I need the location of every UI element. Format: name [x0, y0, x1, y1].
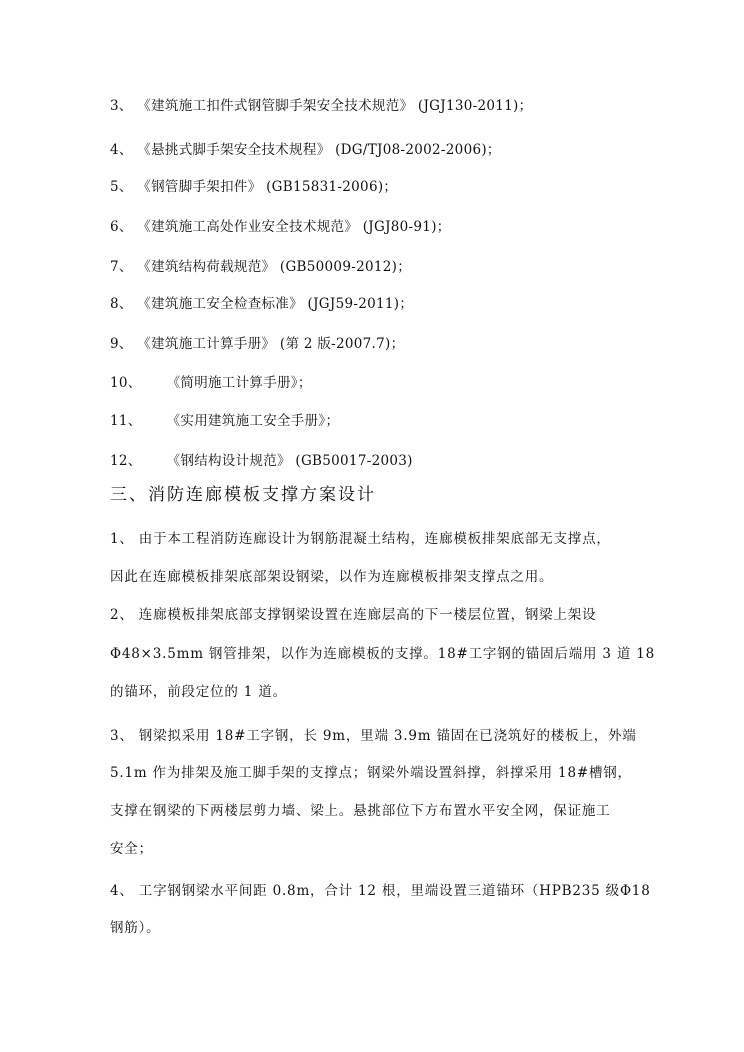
paragraph-line: 钢筋）。 — [110, 920, 161, 936]
reference-item-11 — [110, 412, 339, 430]
paragraph-line: 2、 连廊模板排架底部支撑钢梁设置在连廊层高的下一楼层位置，钢梁上架设 — [110, 607, 597, 623]
reference-title: 《简明施工计算手册》 — [166, 375, 298, 391]
reference-number: 8、 — [110, 296, 133, 312]
reference-title: 《建筑施工扣件式钢管脚手架安全技术规范》 — [137, 98, 414, 114]
paragraph-line: 1、 由于本工程消防连廊设计为钢筋混凝土结构，连廊模板排架底部无支撑点， — [110, 531, 611, 547]
reference-code: ； — [325, 413, 340, 429]
reference-code: (第 2 版-2007.7)； — [279, 336, 405, 352]
reference-title: 《建筑结构荷载规范》 — [137, 259, 276, 275]
reference-code: (GB50017-2003) — [295, 453, 413, 469]
reference-number: 5、 — [110, 179, 133, 195]
paragraph-line: 4、 工字钢钢梁水平间距 0.8m，合计 12 根，里端设置三道锚环（HPB235 级Φ18 — [110, 883, 651, 899]
reference-item-3 — [110, 97, 532, 115]
paragraph-line: 5.1m 作为排架及施工脚手架的支撑点；钢梁外端设置斜撑，斜撑采用 18#槽钢， — [110, 765, 632, 781]
reference-number: 11、 — [110, 413, 142, 429]
reference-title: 《悬挑式脚手架安全技术规程》 — [137, 142, 331, 158]
reference-item-10 — [110, 374, 312, 392]
reference-code: (GB15831-2006)； — [266, 179, 398, 195]
reference-item-6 — [110, 218, 451, 236]
reference-item-4 — [110, 141, 501, 159]
reference-number: 3、 — [110, 98, 133, 114]
reference-code: (JGJ59-2011)； — [307, 296, 414, 312]
paragraph-line: 安全； — [110, 841, 153, 857]
reference-item-7 — [110, 258, 411, 276]
reference-number: 10、 — [110, 375, 142, 391]
reference-code: (DG/TJ08-2002-2006)； — [335, 142, 501, 158]
reference-code: (JGJ130-2011)； — [417, 98, 533, 114]
reference-code: (GB50009-2012)； — [279, 259, 411, 275]
reference-title: 《建筑施工安全检查标准》 — [137, 296, 303, 312]
paragraph-line: 支撑在钢梁的下两楼层剪力墙、梁上。悬挑部位下方布置水平安全网，保证施工 — [110, 803, 611, 819]
reference-number: 6、 — [110, 219, 133, 235]
reference-number: 12、 — [110, 453, 142, 469]
paragraph-line: 的锚环，前段定位的 1 道。 — [110, 684, 287, 700]
reference-title: 《钢结构设计规范》 — [166, 453, 291, 469]
reference-item-9 — [110, 335, 404, 353]
reference-number: 7、 — [110, 259, 133, 275]
reference-code: ； — [297, 375, 312, 391]
reference-item-5 — [110, 178, 397, 196]
reference-title: 《建筑施工高处作业安全技术规范》 — [137, 219, 359, 235]
reference-title: 《实用建筑施工安全手册》 — [166, 413, 326, 429]
reference-title: 《建筑施工计算手册》 — [137, 336, 276, 352]
reference-number: 4、 — [110, 142, 133, 158]
reference-title: 《钢管脚手架扣件》 — [137, 179, 262, 195]
section-heading: 三、消防连廊模板支撑方案设计 — [110, 485, 376, 505]
reference-code: (JGJ80-91)； — [362, 219, 451, 235]
reference-item-8 — [110, 295, 413, 313]
reference-item-12 — [110, 452, 413, 470]
paragraph-line: Φ48×3.5mm 钢管排架，以作为连廊模板的支撑。18#工字钢的锚固后端用 3 道 18 — [110, 646, 656, 662]
paragraph-line: 3、 钢梁拟采用 18#工字钢，长 9m，里端 3.9m 锚固在已浇筑好的楼板上，外端 — [110, 728, 637, 744]
reference-number: 9、 — [110, 336, 133, 352]
paragraph-line: 因此在连廊模板排架底部架设钢梁，以作为连廊模板排架支撑点之用。 — [110, 569, 554, 585]
